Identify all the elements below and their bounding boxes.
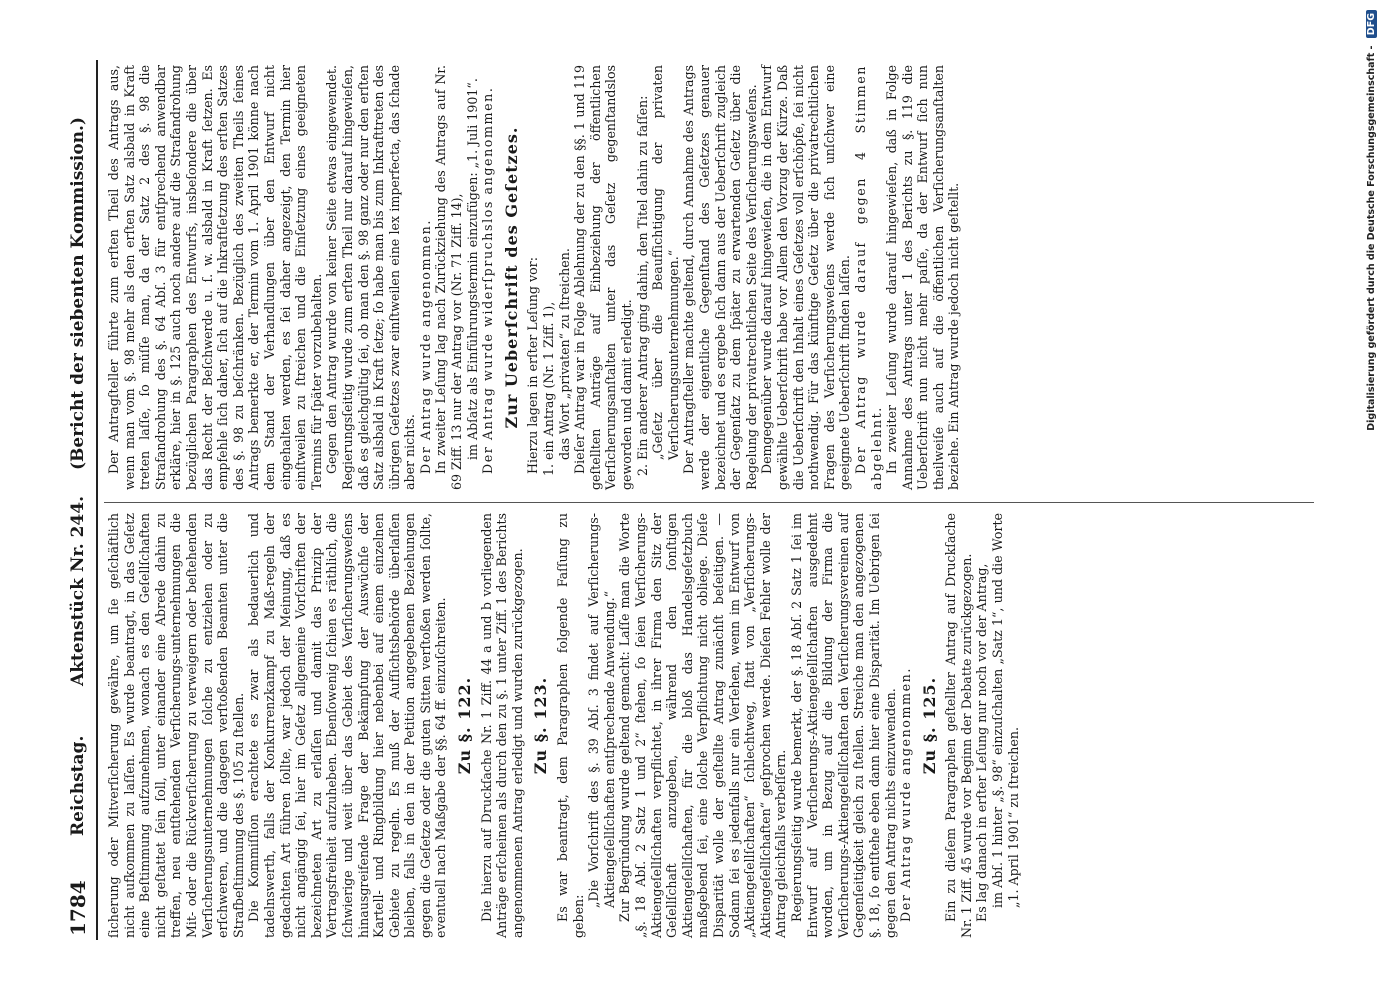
digitization-credit	[1362, 10, 1382, 990]
header-left-title: Reichstag.	[68, 735, 88, 836]
paragraph: Gegen den Antrag wurde von keiner Seite etwas eingewendet. Regierungsſeitig wurde zum erſten Theil nur darauf hingewieſen, daß es gleichgültig ſei, ob man den §. 98 ganz oder nur den erſten Satz alsbald in Kraft ſetze; ſo habe man bis zum Inkrafttreten des übrigen Geſetzes zwar einſtweilen eine lex imperfecta, das ſchade aber nichts.	[324, 65, 418, 490]
rotated-document-page	[60, 60, 1320, 940]
paragraph: Demgegenüber wurde darauf hingewieſen, die in dem Entwurf gewählte Ueberſchrift habe vor Allem den Vorzug der Kürze. Daß die Ueberſchrift den Inhalt eines Geſetzes voll erſchöpfe, ſei nicht nothwendig. Für das künftige Geſetz über die privatrechtlichen Fragen des Verſicherungsweſens werde ſich unſchwer eine geeignete Ueberſchrift finden laſſen.	[759, 65, 853, 490]
header-rule	[96, 60, 98, 940]
paragraph: Der Antrag wurde widerſpruchslos angenommen.	[480, 86, 496, 474]
page-number: 1784	[66, 880, 90, 936]
quoted-text: „Die Vorſchrift des §. 39 Abſ. 3 findet auf Verſicherungs-Aktiengeſellſchaften entſprechende Anwendung.“	[586, 513, 617, 908]
section-heading: Zu §. 123.	[531, 676, 551, 775]
paragraph: Es war beantragt, dem Paragraphen folgende Faſſung zu geben:	[555, 513, 586, 938]
paragraph: Der Antragſteller führte zum erſten Theil des Antrags aus, wenn man vom §. 98 mehr als den erſten Satz alsbald in Kraft treten laſſe, ſo müſſe man, da der Satz 2 des §. 98 die Strafandrohung des §. 64 Abſ. 3 für entſprechend anwendbar erkläre, hier in §. 125 auch noch andere auf die Strafandrohung bezüglichen Paragraphen des Entwurfs, insbeſondere die über das Recht der Beſchwerde u. ſ. w. alsbald in Kraft ſetzen. Es empfehle ſich daher, ſich auf die Inkraftſetzung des erſten Satzes des §. 98 zu beſchränken. Bezüglich des zweiten Theils ſeines Antrags bemerkte er, der Termin vom 1. April 1901 könne nach dem Stand der Verhandlungen über den Entwurf nicht eingehalten werden, es ſei daher angezeigt, den Termin hier einſtweilen zu ſtreichen und die Einſetzung eines geeigneten Termins für ſpäter vorzubehalten.	[106, 65, 324, 490]
paragraph: Ein zu dieſem Paragraphen geſtellter Antrag auf Druckſache Nr. 1 Ziff. 45 wurde vor Beginn der Debatte zurückgezogen.	[943, 513, 974, 938]
list-item: 1. ein Antrag (Nr. 1 Ziff. 1),	[541, 301, 557, 476]
credit-text: Digitalisierung gefördert durch die Deutsche Forschungsgemeinschaft -	[1366, 45, 1377, 431]
page-header	[60, 60, 94, 940]
paragraph: ſicherung oder Mitverſicherung gewähre, um ſie geſchäftlich nicht aufkommen zu laſſen. Es wurde beantragt, in das Geſetz eine Beſtimmung aufzunehmen, wonach es den Geſellſchaften nicht geſtattet ſein ſoll, unter einander eine Abrede dahin zu treffen, neu entſtehenden Verſicherungs-unternehmungen die Mit- oder die Rückverſicherung zu verweigern oder beſtehenden Verſicherungsunternehmungen ſolche zu entziehen oder zu erſchweren, und die dagegen verſtoßenden Beamten unter die Strafbeſtimmung des §. 105 zu ſtellen.	[106, 513, 246, 938]
paragraph: Dieſer Antrag war in Folge Ablehnung der zu den §§. 1 und 119 geſtellten Anträge auf Einbeziehung der öffentlichen Verſicherungsanſtalten unter das Geſetz gegenſtandslos geworden und damit erledigt.	[572, 65, 634, 490]
paragraph: Regierungsſeitig wurde bemerkt, der §. 18 Abſ. 2 Satz 1 ſei im Entwurf auf Verſicherungs-Aktiengeſellſchaften ausgedehnt worden, um in Bezug auf die Bildung der Firma die Verſicherungs-Aktiengeſellſchaften den Verſicherungsvereinen auf Gegenſeitigkeit gleich zu ſtellen. Streiche man den angezogenen §. 18, ſo entſtehe eben dann hier eine Disparität. Im Uebrigen ſei gegen den Antrag nichts einzuwenden.	[788, 513, 898, 938]
paragraph: Der Antrag wurde angenommen.	[898, 667, 914, 922]
section-heading: Zur Ueberſchrift des Geſetzes.	[501, 126, 521, 429]
section-heading: Zu §. 122.	[455, 676, 475, 775]
header-document-label: Aktenstück Nr. 244.	[68, 495, 88, 686]
paragraph: Die Kommiſſion erachtete es zwar als bedauerlich und tadelnswerth, falls der Konkurrenzkampf zu Maß-regeln der gedachten Art führen ſollte, war jedoch der Meinung, daß es nicht angängig ſei, hier im Geſetz allgemeine Vorſchriften der bezeichneten Art zu erlaſſen und damit das Prinzip der Vertragsfreiheit aufzuheben. Ebenſowenig ſchien es räthlich, die ſchwierige und weit über das Gebiet des Verſicherungsweſens hinausgreifende Frage der Bekämpfung der Auswüchſe der Kartell- und Ringbildung hier nebenbei auf einem einzelnen Gebiete zu regeln. Es muß der Aufſichtsbehörde überlaſſen bleiben, falls in den in der Petition angegebenen Beziehungen gegen die Geſetze oder die guten Sitten verſtoßen werden ſollte, eventuell nach Maßgabe der §§. 64 ff. einzuſchreiten.	[246, 513, 449, 938]
quoted-text: im Abſatz als Einführungstermin einzufügen: „1. Juli 1901“.	[464, 78, 480, 460]
paragraph: Der Antrag wurde angenommen.	[417, 219, 433, 474]
column-divider	[104, 502, 1314, 503]
right-column	[106, 65, 962, 490]
credit-text-line	[1366, 10, 1382, 990]
paragraph: Der Antragſteller machte geltend, durch Annahme des Antrags werde der eigentliche Gegenſtand des Geſetzes genauer bezeichnet und es ergebe ſich dann aus der Ueberſchrift zugleich der Gegenſatz zu dem ſpäter zu erwartenden Geſetz über die Regelung der privatrechtlichen Seite des Verſicherungsweſens.	[681, 65, 759, 490]
list-item: 2. Ein anderer Antrag ging dahin, den Titel dahin zu faſſen:	[634, 95, 650, 476]
section-heading: Zu §. 125.	[919, 676, 939, 775]
quoted-text: das Wort „privaten“ zu ſtreichen.	[556, 248, 572, 460]
quoted-text: im Abſ. 1 hinter „§. 98“ einzuſchalten „Satz 1“, und die Worte „1. April 1901“ zu ſtreichen.	[990, 513, 1021, 908]
quoted-text: „Geſetz über die Beaufſichtigung der privaten Verſicherungsunternehmungen.“	[650, 65, 681, 460]
paragraph: Hierzu lagen in erſter Leſung vor:	[525, 257, 541, 474]
paragraph: Es lag danach in erſter Leſung nur noch vor der Antrag,	[974, 563, 990, 922]
paragraph: Zur Begründung wurde geltend gemacht: Laſſe man die Worte „§. 18 Abſ. 2 Satz 1 und 2“ ſtehen, ſo ſeien Verſicherungs-Aktiengeſellſchaften verpflichtet, in ihrer Firma den Sitz der Geſellſchaft anzugeben, während den ſonſtigen Aktiengeſellſchaften, für die bloß das Handelsgeſetzbuch maßgebend ſei, eine ſolche Verpflichtung nicht obliege. Dieſe Disparität wolle der geſtellte Antrag zunächſt beſeitigen. — Sodann ſei es jedenfalls nur ein Verſehen, wenn im Entwurf von „Aktiengeſellſchaften“ ſchlechtweg, ſtatt von „Verſicherungs-Aktiengeſellſchaften“ geſprochen werde. Dieſen Fehler wolle der Antrag gleichfalls verbeſſern.	[617, 513, 789, 938]
paragraph: In zweiter Leſung lag nach Zurückziehung des Antrags auf Nr. 69 Ziff. 13 nur der Antrag vor (Nr. 71 Ziff. 14),	[433, 65, 465, 490]
paragraph: Der Antrag wurde darauf gegen 4 Stimmen abgelehnt.	[852, 65, 884, 490]
left-column	[106, 513, 1021, 938]
dfg-logo: DFG	[1366, 10, 1377, 38]
paragraph: In zweiter Leſung wurde darauf hingewieſen, daß in Folge Annahme des Antrags unter 1 des Berichts zu §. 119 die Ueberſchrift nun nicht mehr paſſe, da der Entwurf ſich nun theilweiſe auch auf die öffentlichen Verſicherungsanſtalten beziehe. Ein Antrag wurde jedoch nicht geſtellt.	[884, 65, 962, 490]
paragraph: Die hierzu auf Druckſache Nr. 1 Ziff. 44 a und b vorliegenden Anträge erſcheinen als durch den zu §. 1 unter Ziff. 1 des Berichts angenommenen Antrag erledigt und wurden zurückgezogen.	[478, 513, 525, 938]
header-right-title: (Bericht der siebenten Kommission.)	[68, 117, 88, 470]
